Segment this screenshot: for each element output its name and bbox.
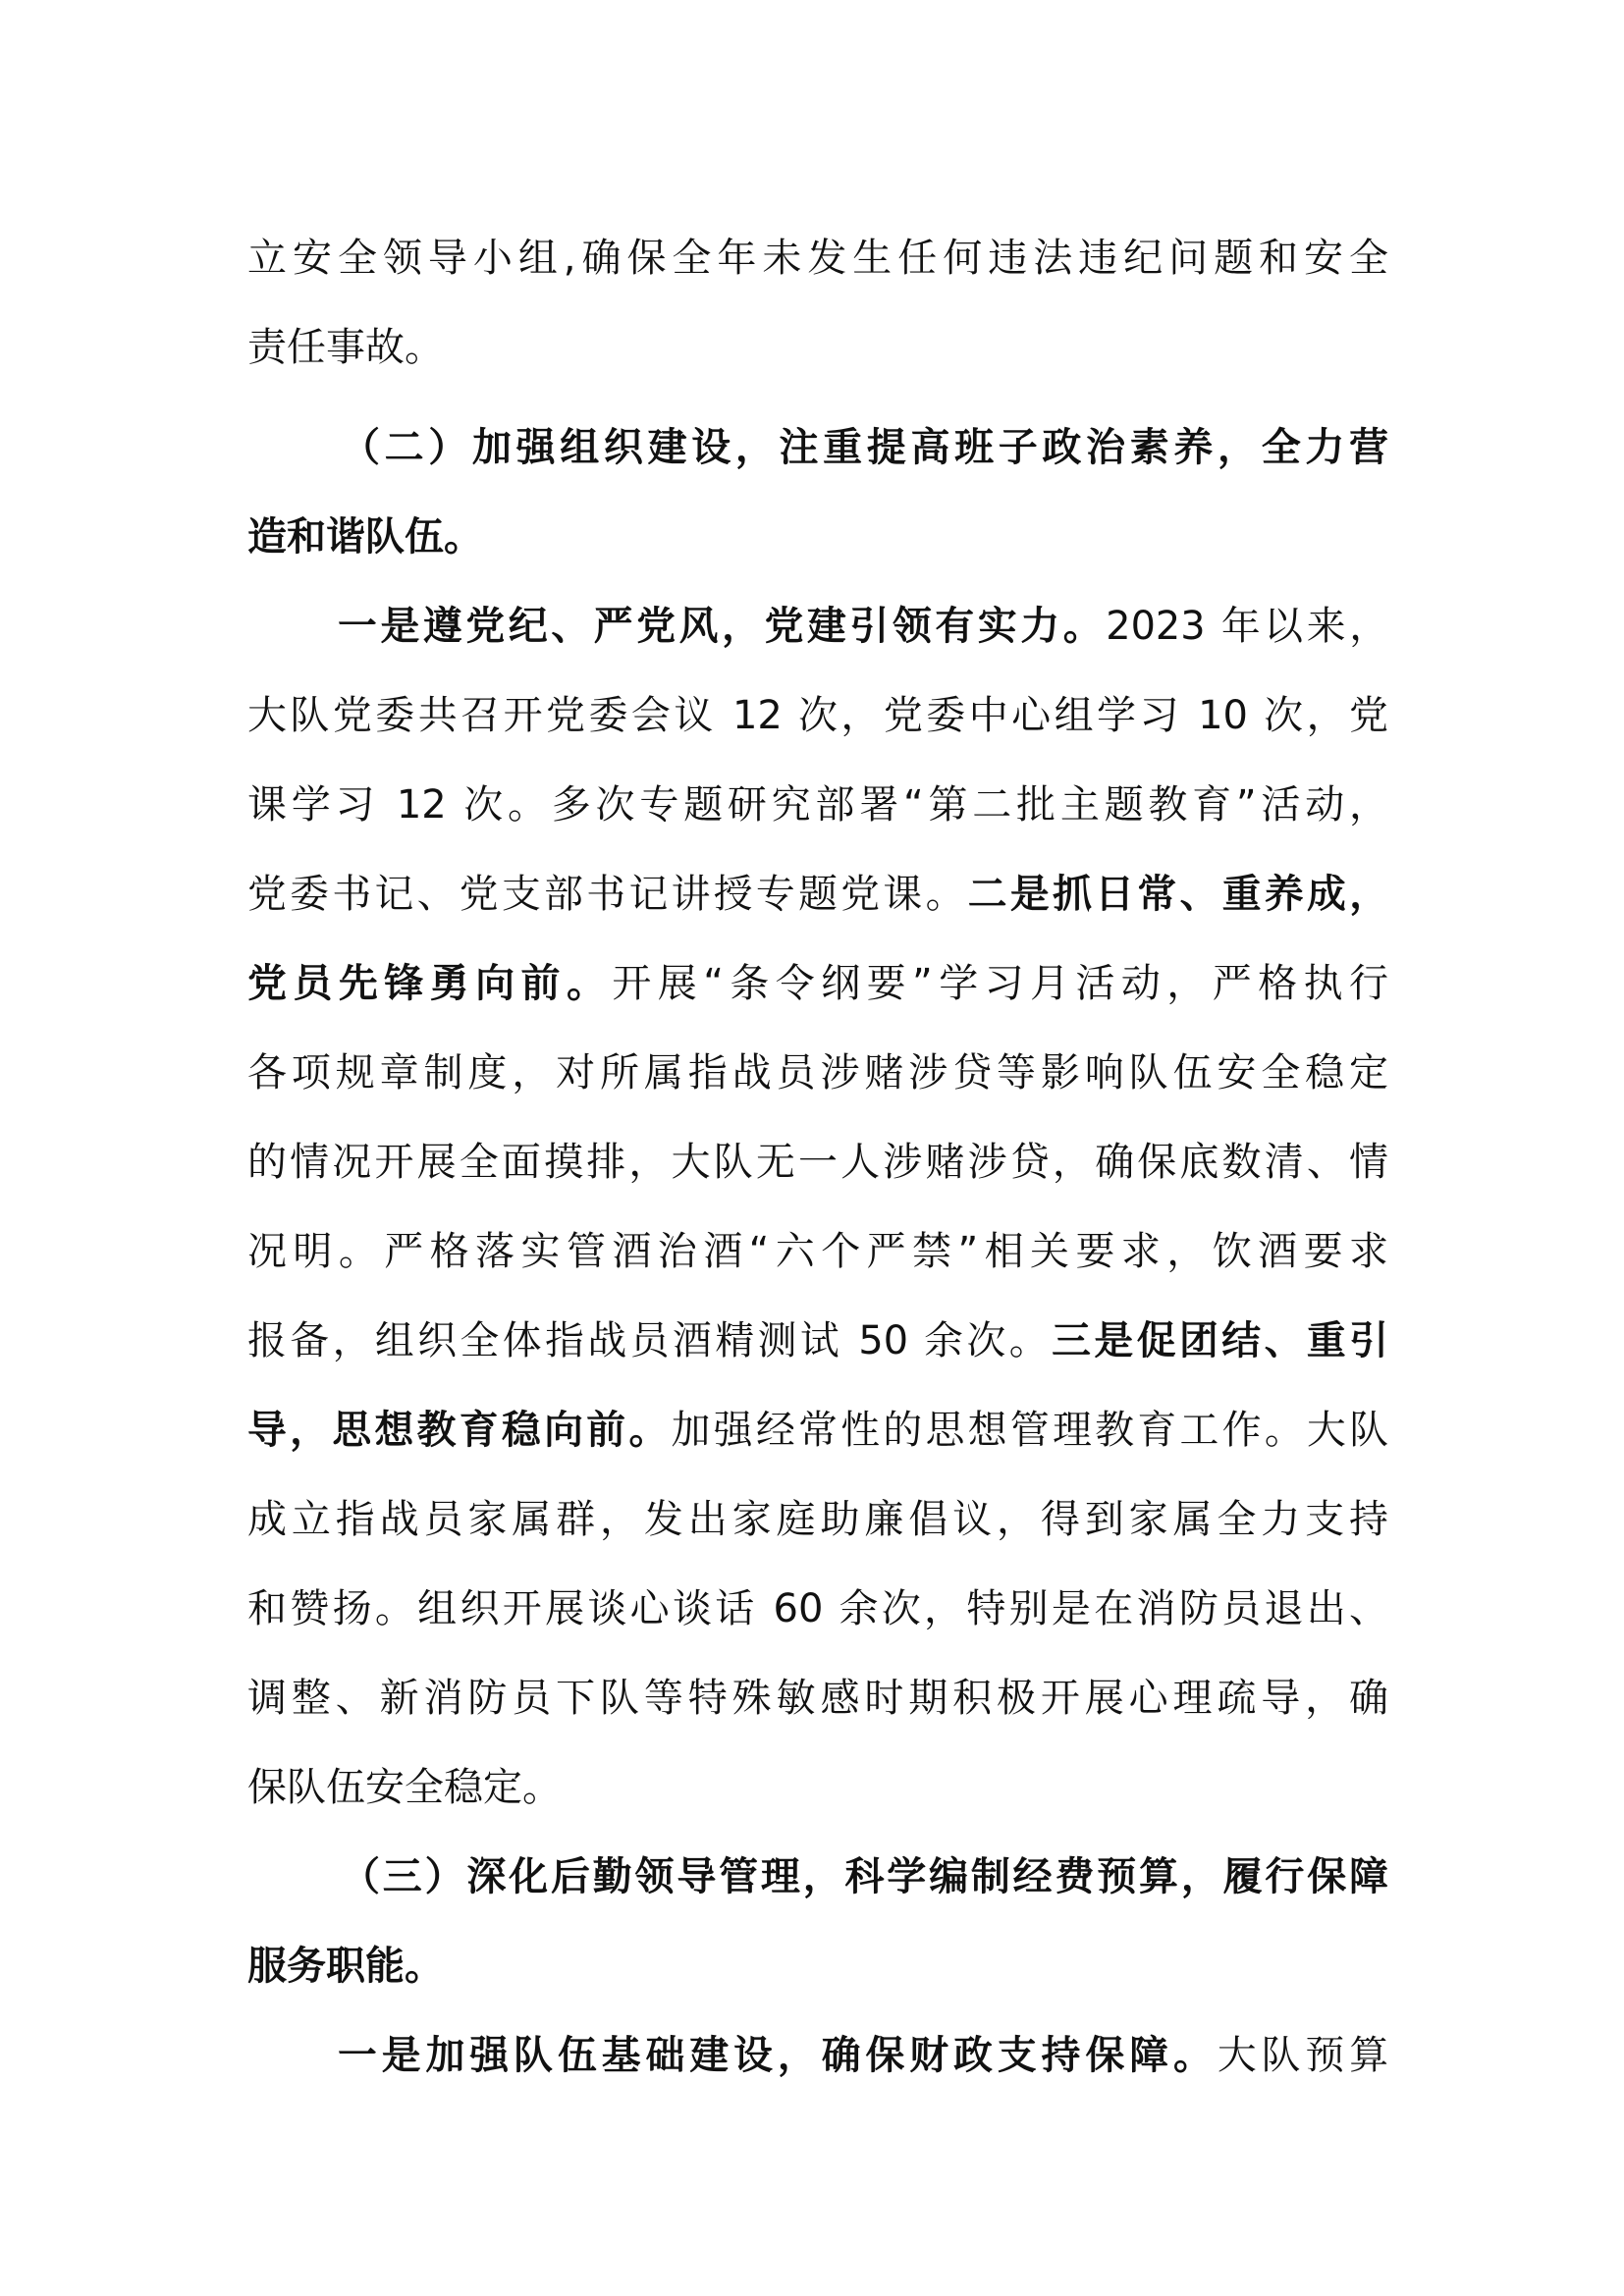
- text-run: 党委书记、党支部书记讲授专题党课。: [247, 872, 968, 917]
- text-line: [247, 1743, 1388, 1833]
- text-run: 大队预算: [1217, 2033, 1388, 2078]
- heading-line: [247, 403, 1388, 493]
- text-line: [247, 214, 1388, 303]
- bold-run: 一是遵党纪、严党风，党建引领有实力。: [338, 604, 1107, 649]
- text-run: 各项规章制度，对所属指战员涉赌涉贷等影响队伍安全稳定: [247, 1050, 1388, 1095]
- text-run: （二）加强组织建设，注重提高班子政治素养，全力营: [341, 425, 1388, 470]
- text-run: 加强经常性的思想管理教育工作。大队: [671, 1408, 1388, 1453]
- heading-line: [247, 1833, 1388, 1922]
- bold-run: 党员先锋勇向前。: [247, 961, 613, 1006]
- text-run: 成立指战员家属群，发出家庭助廉倡议，得到家属全力支持: [247, 1497, 1388, 1542]
- text-line: [247, 1029, 1388, 1118]
- text-line: [247, 1386, 1388, 1475]
- paragraph-party-building: [247, 582, 1388, 1833]
- text-line: [247, 1475, 1388, 1565]
- bold-run: 导，思想教育稳向前。: [247, 1408, 672, 1453]
- text-run: 立安全领导小组,确保全年未发生任何违法违纪问题和安全: [247, 236, 1388, 281]
- text-run: 保队伍安全稳定。: [247, 1765, 562, 1810]
- text-line: [247, 850, 1388, 939]
- text-run: 和赞扬。组织开展谈心谈话 60 余次，特别是在消防员退出、: [247, 1586, 1388, 1631]
- text-run: 2023 年以来，: [1106, 604, 1388, 649]
- text-run: 调整、新消防员下队等特殊敏感时期积极开展心理疏导，确: [247, 1676, 1388, 1721]
- text-run: 大队党委共召开党委会议 12 次，党委中心组学习 10 次，党: [247, 693, 1388, 738]
- text-run: 开展“条令纲要”学习月活动，严格执行: [612, 961, 1388, 1006]
- document-page: [247, 214, 1388, 2101]
- text-run: 服务职能。: [247, 1944, 444, 1989]
- text-line: [247, 303, 1388, 393]
- section-heading-3: [247, 1833, 1388, 2011]
- bold-run: 一是加强队伍基础建设，确保财政支持保障。: [338, 2033, 1218, 2078]
- text-run: 报备，组织全体指战员酒精测试 50 余次。: [247, 1318, 1053, 1363]
- text-line: [247, 1654, 1388, 1743]
- text-run: 责任事故。: [247, 325, 444, 370]
- text-run: 课学习 12 次。多次专题研究部署“第二批主题教育”活动，: [247, 782, 1388, 828]
- text-line: [247, 2011, 1388, 2101]
- heading-line: [247, 493, 1388, 582]
- text-line: [247, 1207, 1388, 1297]
- text-run: （三）深化后勤领导管理，科学编制经费预算，履行保障: [341, 1854, 1388, 1899]
- heading-line: [247, 1922, 1388, 2011]
- text-run: 造和谐队伍。: [247, 514, 483, 560]
- paragraph-logistics: [247, 2011, 1388, 2101]
- bold-run: 二是抓日常、重养成，: [967, 872, 1388, 917]
- text-line: [247, 939, 1388, 1029]
- bold-run: 三是促团结、重引: [1052, 1318, 1388, 1363]
- text-line: [247, 1565, 1388, 1654]
- paragraph-intro: [247, 214, 1388, 393]
- text-run: 况明。严格落实管酒治酒“六个严禁”相关要求，饮酒要求: [247, 1229, 1388, 1274]
- section-heading-2: [247, 403, 1388, 582]
- text-line: [247, 761, 1388, 850]
- text-run: 的情况开展全面摸排，大队无一人涉赌涉贷，确保底数清、情: [247, 1140, 1388, 1185]
- text-line: [247, 671, 1388, 761]
- text-line: [247, 582, 1388, 671]
- text-line: [247, 1118, 1388, 1207]
- text-line: [247, 1297, 1388, 1386]
